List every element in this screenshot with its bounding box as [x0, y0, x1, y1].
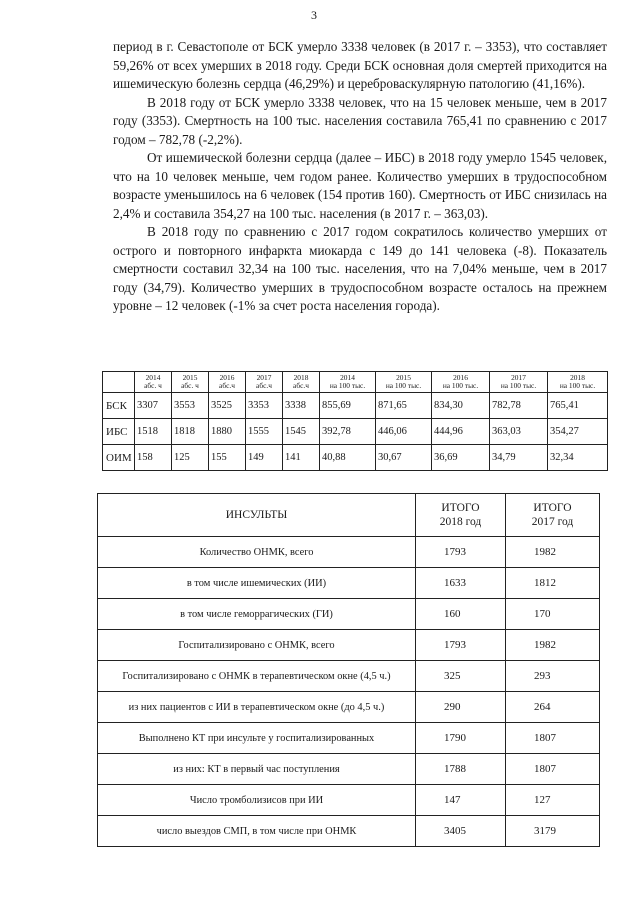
value-2017: 1807: [506, 723, 600, 754]
row-label: Количество ОНМК, всего: [98, 537, 416, 568]
value-2018: 1793: [416, 630, 506, 661]
value-2017: 1807: [506, 754, 600, 785]
strokes-title: ИНСУЛЬТЫ: [98, 494, 416, 537]
row-label: в том числе ишемических (ИИ): [98, 568, 416, 599]
table-row: [98, 754, 600, 785]
table-row: [98, 661, 600, 692]
table-cell: 3338: [283, 393, 320, 419]
strokes-header-row: [98, 494, 600, 537]
table-cell: 782,78: [490, 393, 548, 419]
value-2017: 127: [506, 785, 600, 816]
table-row: [98, 568, 600, 599]
paragraph-1: период в г. Севастополе от БСК умерло 3338 человек (в 2017 г. – 3353), что составляет 59,26% от всех умерших в 2018 году. Среди БСК основная доля смертей приходится на ишемическую болезнь сердца (46,29%) и цереброваскулярную патологию (41,16%).: [113, 39, 607, 91]
table-cell: 3525: [209, 393, 246, 419]
table-cell: 36,69: [432, 445, 490, 471]
value-2017: 1812: [506, 568, 600, 599]
row-label: Госпитализировано с ОНМК в терапевтическом окне (4,5 ч.): [98, 661, 416, 692]
row-label: из них: КТ в первый час поступления: [98, 754, 416, 785]
mortality-table: [102, 371, 608, 471]
table-row: [98, 816, 600, 847]
value-2018: 160: [416, 599, 506, 630]
row-label: Число тромболизисов при ИИ: [98, 785, 416, 816]
value-2018: 1633: [416, 568, 506, 599]
table-cell: 765,41: [548, 393, 608, 419]
row-label: ИБС: [103, 419, 135, 445]
table-row: [103, 393, 608, 419]
table-cell: 3307: [135, 393, 172, 419]
table-cell: 34,79: [490, 445, 548, 471]
table-cell: 155: [209, 445, 246, 471]
mortality-header-cell: 2016 абс.ч: [209, 372, 246, 393]
table-cell: 363,03: [490, 419, 548, 445]
table-row: [98, 599, 600, 630]
strokes-col-2018: ИТОГО 2018 год: [416, 494, 506, 537]
table-cell: 1555: [246, 419, 283, 445]
paragraph-2: В 2018 году от БСК умерло 3338 человек, что на 15 человек меньше, чем в 2017 году (3353). Смертность на 100 тыс. населения составила 765,41 по сравнению с 2017 годом – 782,78 (-2,2%).: [113, 94, 607, 147]
table-cell: 141: [283, 445, 320, 471]
value-2017: 3179: [506, 816, 600, 847]
table-cell: 446,06: [376, 419, 432, 445]
paragraph-3: От ишемической болезни сердца (далее – ИБС) в 2018 году умерло 1545 человек, что на 10 человек меньше, чем годом ранее. Количество умерших в трудоспособном возрасте уменьшилось на 6 человек (154 против 160). Смертность от ИБС снизилась на 2,4% и составила 354,27 на 100 тыс. населения (в 2017 г. – 363,03).: [113, 150, 607, 221]
mortality-header-cell: 2015 абс. ч: [172, 372, 209, 393]
value-2018: 3405: [416, 816, 506, 847]
mortality-header-row: [103, 372, 608, 393]
table-cell: 1818: [172, 419, 209, 445]
row-label: БСК: [103, 393, 135, 419]
table-cell: 125: [172, 445, 209, 471]
value-2017: 1982: [506, 537, 600, 568]
value-2018: 1793: [416, 537, 506, 568]
table-cell: 32,34: [548, 445, 608, 471]
table-cell: 3353: [246, 393, 283, 419]
table-cell: 149: [246, 445, 283, 471]
value-2018: 1788: [416, 754, 506, 785]
value-2017: 1982: [506, 630, 600, 661]
table-cell: 3553: [172, 393, 209, 419]
table-row: [98, 692, 600, 723]
page-number: 3: [311, 8, 317, 22]
mortality-header-cell: 2016 на 100 тыс.: [432, 372, 490, 393]
table-row: [98, 785, 600, 816]
mortality-header-cell: 2018 на 100 тыс.: [548, 372, 608, 393]
table-cell: 1545: [283, 419, 320, 445]
table-cell: 834,30: [432, 393, 490, 419]
table-cell: 855,69: [320, 393, 376, 419]
value-2018: 290: [416, 692, 506, 723]
table-row: [98, 630, 600, 661]
value-2018: 1790: [416, 723, 506, 754]
row-label: Выполнено КТ при инсульте у госпитализированных: [98, 723, 416, 754]
table-cell: 1880: [209, 419, 246, 445]
mortality-header-cell: 2018 абс.ч: [283, 372, 320, 393]
row-label: из них пациентов с ИИ в терапевтическом окне (до 4,5 ч.): [98, 692, 416, 723]
mortality-header-cell: 2014 на 100 тыс.: [320, 372, 376, 393]
row-label: Госпитализировано с ОНМК, всего: [98, 630, 416, 661]
strokes-table: [97, 493, 600, 847]
value-2017: 264: [506, 692, 600, 723]
table-cell: 30,67: [376, 445, 432, 471]
mortality-header-cell: 2015 на 100 тыс.: [376, 372, 432, 393]
value-2018: 325: [416, 661, 506, 692]
paragraph-4: В 2018 году по сравнению с 2017 годом сократилось количество умерших от острого и повторного инфаркта миокарда с 149 до 141 человека (-8). Показатель смертности составил 32,34 на 100 тыс. населения, что на 7,04% меньше, чем в 2017 году (34,79). Количество умерших в трудоспособном возрасте осталось на прежнем уровне – 12 человек (-1% за счет роста населения города).: [113, 224, 607, 313]
value-2017: 170: [506, 599, 600, 630]
table-cell: 1518: [135, 419, 172, 445]
table-row: [98, 537, 600, 568]
table-cell: 871,65: [376, 393, 432, 419]
strokes-col-2017: ИТОГО 2017 год: [506, 494, 600, 537]
mortality-header-cell: 2014 абс. ч: [135, 372, 172, 393]
row-label: ОИМ: [103, 445, 135, 471]
value-2017: 293: [506, 661, 600, 692]
table-cell: 40,88: [320, 445, 376, 471]
mortality-header-cell: 2017 абс.ч: [246, 372, 283, 393]
value-2018: 147: [416, 785, 506, 816]
table-cell: 392,78: [320, 419, 376, 445]
table-row: [103, 445, 608, 471]
table-row: [98, 723, 600, 754]
mortality-header-cell: 2017 на 100 тыс.: [490, 372, 548, 393]
table-row: [103, 419, 608, 445]
mortality-header-cell: [103, 372, 135, 393]
table-cell: 444,96: [432, 419, 490, 445]
row-label: в том числе геморрагических (ГИ): [98, 599, 416, 630]
row-label: число выездов СМП, в том числе при ОНМК: [98, 816, 416, 847]
table-cell: 158: [135, 445, 172, 471]
body-text: [113, 38, 607, 316]
table-cell: 354,27: [548, 419, 608, 445]
